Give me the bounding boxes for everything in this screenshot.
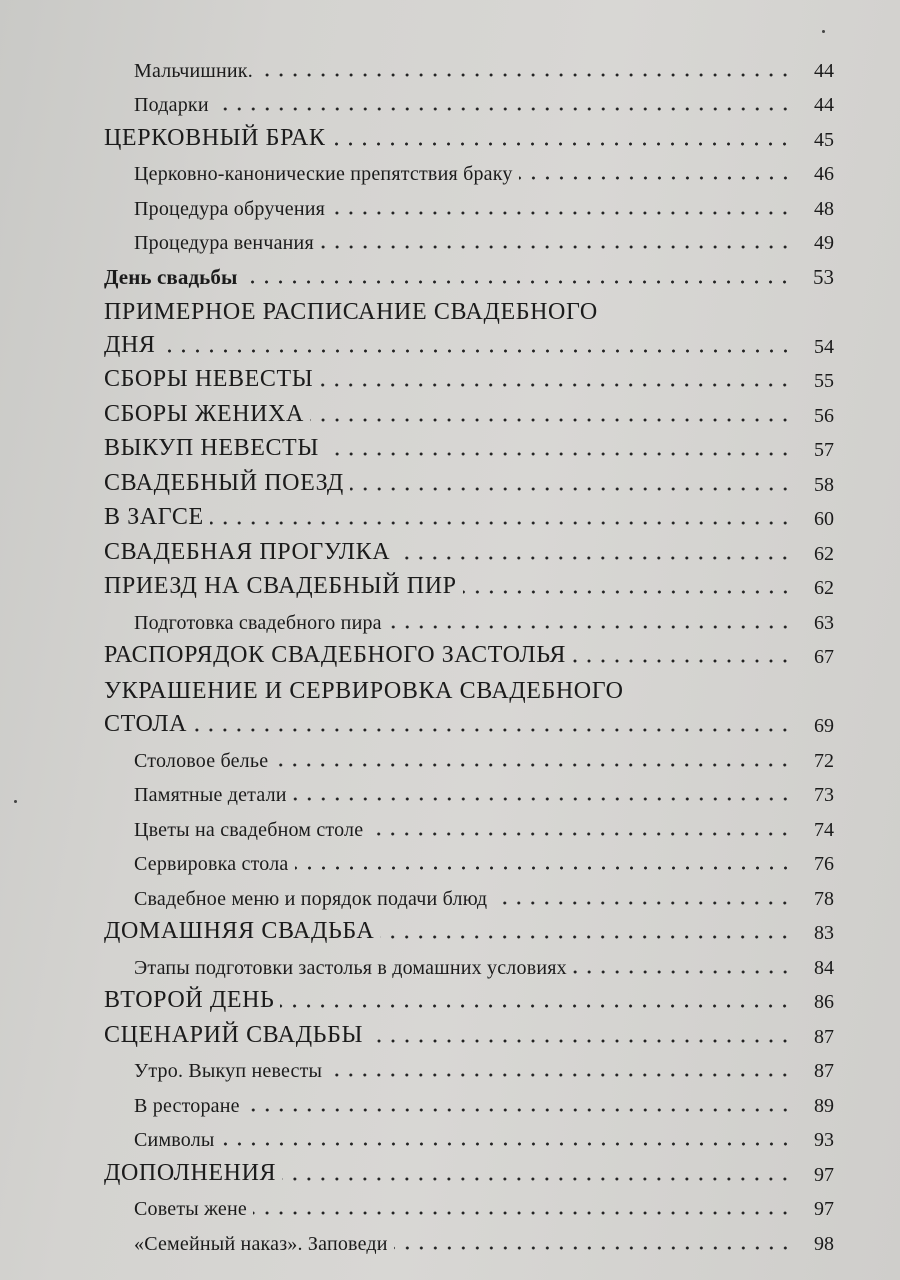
toc-entry-title: СБОРЫ НЕВЕСТЫ [104,366,314,392]
toc-entry-page-number: 98 [814,1232,834,1255]
toc-entry [104,980,834,1015]
toc-entry-title: Символы [134,1129,215,1151]
toc-entry-title: Советы жене [134,1198,247,1220]
dot-leader [310,418,792,422]
toc-entry-title: РАСПОРЯДОК СВАДЕБНОГО ЗАСТОЛЬЯ [104,642,566,668]
toc-entry-page-number: 72 [814,749,834,772]
toc-entry [104,152,834,187]
dot-leader [282,1177,792,1181]
dot-leader [193,728,792,732]
toc-entry-page-number: 54 [814,335,834,358]
toc-entry-page-number: 73 [814,784,834,806]
toc-entry [104,738,834,773]
dot-leader [519,176,792,180]
dot-leader [293,797,792,801]
toc-entry-page-number: 87 [814,1060,834,1082]
dot-leader [394,1246,792,1250]
toc-entry-page-number: 44 [814,59,834,82]
dot-leader [243,280,792,284]
toc-entry [104,1049,834,1084]
toc-entry-title: СВАДЕБНАЯ ПРОГУЛКА [104,538,391,565]
toc-entry [104,462,834,497]
toc-entry [104,1221,834,1256]
dot-leader [253,1211,792,1215]
toc-entry [104,255,834,290]
dot-leader [573,970,792,974]
toc-entry-title-line: УКРАШЕНИЕ И СЕРВИРОВКА СВАДЕБНОГО [104,678,624,704]
toc-entry-page-number: 48 [814,197,834,220]
dot-leader [388,625,792,629]
toc-entry-title: ВЫКУП НЕВЕСТЫ [104,435,319,461]
dot-leader [369,832,792,836]
toc-entry-title: Этапы подготовки застолья в домашних условиях [134,956,567,979]
dot-leader [350,487,792,491]
dot-leader [572,659,792,663]
toc-entry-title: ПРИЕЗД НА СВАДЕБНЫЙ ПИР [104,573,457,599]
toc-entry-title: ДОПОЛНЕНИЯ [104,1159,277,1186]
toc-entry [104,1014,834,1049]
dot-leader [331,142,792,146]
toc-entry-page-number: 69 [814,715,834,737]
dot-leader [319,383,792,387]
toc-entry-title: ДНЯ [104,331,156,358]
toc-entry-page-number: 62 [814,542,834,565]
toc-entry-title: СЦЕНАРИЙ СВАДЬБЫ [104,1021,363,1048]
toc-entry [104,842,834,877]
dot-leader [215,107,792,111]
toc-entry [104,359,834,394]
dot-leader [295,866,793,870]
toc-entry-page-number: 67 [814,646,834,668]
dot-leader [380,935,792,939]
dot-leader [328,1073,792,1077]
toc-entry [104,393,834,428]
toc-entry-title: Сервировка стола [134,853,289,875]
toc-entry-title: В ресторане [134,1094,240,1117]
toc-entry-title: Свадебное меню и порядок подачи блюд [134,887,488,910]
toc-entry [104,807,834,842]
toc-entry [104,531,834,566]
toc-entry-page-number: 56 [814,404,834,427]
dot-leader [280,1004,792,1008]
dot-leader [162,349,792,353]
toc-entry-page-number: 74 [814,818,834,841]
toc-entry [104,773,834,808]
dot-leader [325,452,792,456]
toc-entry [104,1083,834,1118]
toc-entry [104,221,834,256]
toc-entry-title: СБОРЫ ЖЕНИХА [104,400,304,427]
toc-entry-title: Утро. Выкуп невесты [134,1060,323,1082]
toc-entry-page-number: 45 [814,128,834,151]
toc-entry-page-number: 86 [814,991,834,1013]
dot-leader [210,521,792,525]
dot-leader [221,1142,792,1146]
toc-entry-title: Церковно-канонические препятствия браку [134,163,513,185]
toc-entry [104,324,834,359]
dot-leader [369,1039,792,1043]
toc-entry-page-number: 83 [814,922,834,944]
toc-entry-page-number: 89 [814,1094,834,1117]
toc-entry-title: ВТОРОЙ ДЕНЬ [104,987,275,1013]
toc-entry-page-number: 53 [813,264,834,289]
paper-speck [14,800,17,803]
toc-entry [104,945,834,980]
toc-entry-page-number: 84 [814,956,834,979]
toc-entry-page-number: 93 [814,1129,834,1151]
toc-entry-page-number: 62 [814,577,834,599]
toc-entry-page-number: 60 [814,508,834,530]
toc-entry [104,876,834,911]
dot-leader [331,211,792,215]
toc-entry-title: ДОМАШНЯЯ СВАДЬБА [104,918,375,944]
toc-entry [104,497,834,532]
dot-leader [320,245,792,249]
toc-entry-page-number: 55 [814,370,834,392]
toc-entry [104,48,834,83]
toc-entry [104,704,834,739]
toc-entry-title: СТОЛА [104,711,188,737]
toc-entry-page-number: 44 [814,94,834,116]
toc-entry [104,186,834,221]
dot-leader [396,556,792,560]
toc-entry-title: Процедура обручения [134,197,326,220]
toc-entry-title: СВАДЕБНЫЙ ПОЕЗД [104,469,344,496]
toc-entry-title: Памятные детали [134,784,287,806]
table-of-contents [104,48,834,1256]
toc-entry-title: Мальчишник. [134,59,253,82]
toc-entry-title: Процедура венчания [134,232,314,254]
paper-speck [822,30,825,33]
toc-entry-page-number: 97 [814,1163,834,1186]
toc-entry-title: День свадьбы [104,264,238,289]
toc-entry-title: В ЗАГСЕ [104,504,204,530]
toc-entry [104,1187,834,1222]
toc-entry [104,566,834,601]
toc-entry [104,600,834,635]
toc-entry [104,911,834,946]
toc-entry-page-number: 49 [814,232,834,254]
toc-entry-title: ЦЕРКОВНЫЙ БРАК [104,124,326,151]
toc-entry [104,117,834,152]
toc-entry-title: Подготовка свадебного пира [134,611,382,634]
toc-entry-page-number: 46 [814,163,834,185]
toc-entry [104,635,834,670]
toc-entry-page-number: 76 [814,853,834,875]
toc-entry-page-number: 58 [814,473,834,496]
toc-entry [104,1118,834,1153]
toc-entry-page-number: 78 [814,887,834,910]
toc-entry-title: «Семейный наказ». Заповеди [134,1232,388,1255]
dot-leader [259,73,792,77]
toc-entry-title-line: ПРИМЕРНОЕ РАСПИСАНИЕ СВАДЕБНОГО [104,298,598,325]
toc-entry-page-number: 87 [814,1025,834,1048]
toc-entry-page-number: 63 [814,611,834,634]
dot-leader [493,901,792,905]
dot-leader [274,763,792,767]
toc-entry-page-number: 97 [814,1198,834,1220]
toc-entry-title: Подарки [134,94,209,116]
toc-entry-title: Столовое белье [134,749,269,772]
toc-entry-title: Цветы на свадебном столе [134,818,364,841]
dot-leader [463,590,792,594]
toc-entry-page-number: 57 [814,439,834,461]
dot-leader [246,1108,792,1112]
toc-entry [104,1152,834,1187]
toc-entry [104,428,834,463]
toc-entry [104,83,834,118]
